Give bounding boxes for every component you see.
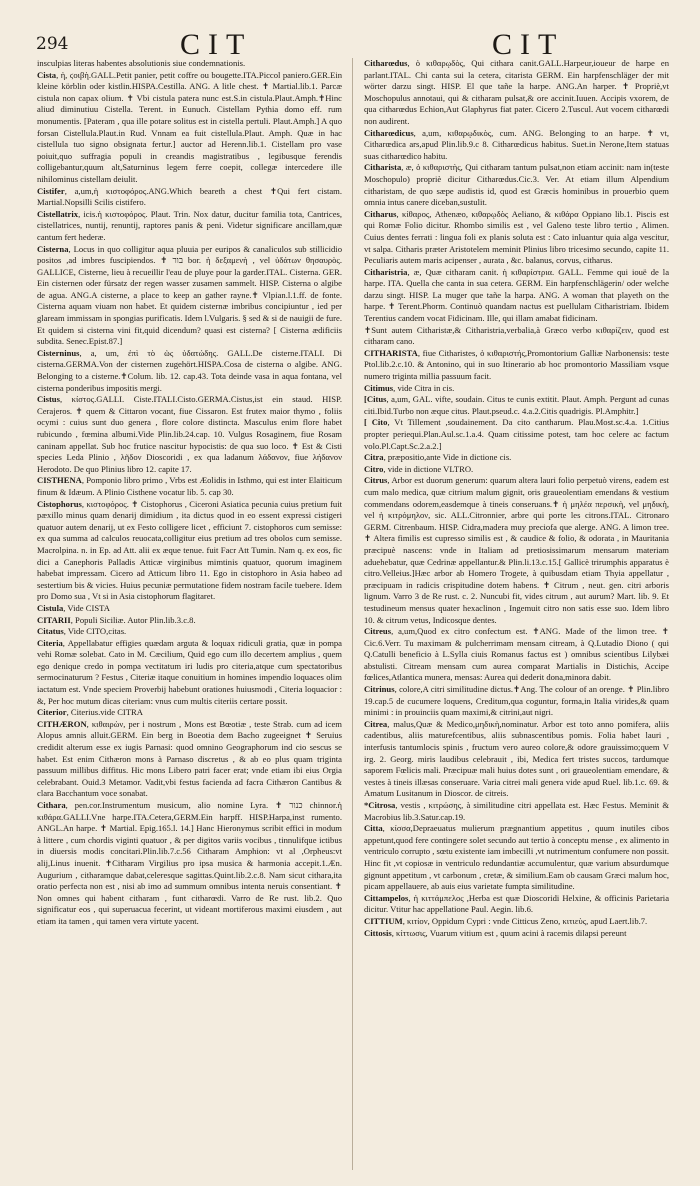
entry-headword: Cittampelos — [364, 892, 409, 903]
entry-text: Appellabatur effigies quædam arguta & loquax ridiculi gratia, quæ in pompa vehi Romæ solebat. Cato in M. Cæcilium, Quid ego cum illo decertem amplius , quem ego denique credo in pompa vectitatum iri ludis pro citeria,atque cum spectatoribus sermocinaturum ? Festus , Citeriæ itaque conuitium in homines impendio loquaces olim iactatum est. Vnde speciem Proverbij habebunt orationes huiusmodi , Citeria loquacior : &, Per hoc mutum dicas citeriam: vnus cum multis citeriis certare possit. — [37, 637, 342, 706]
entry-headword: Cistophorus — [37, 498, 82, 509]
dictionary-entry: CITTIUM, κιτίον, Oppidum Cypri : vnde Citticus Zeno, κιτιεὺς, apud Laert.lib.7. — [364, 915, 648, 926]
dictionary-entry: Citharista, æ, ὁ κιθαριστὴς, Qui citharam tantum pulsat,non etiam accinit: nam in(teste Moschopulo) propriè dicitur Citharœdus.Cic.3. Ver. At etiam illum Alpendium citharistam, de quo sæpe audistis id, quod est Græcis hominibus in prouerbio quem omnia intus canere diceban,sustulit. — [364, 162, 669, 208]
entry-headword: Citharus — [364, 208, 397, 219]
dictionary-entry: Citharistria, æ, Quæ citharam canit. ἡ κιθαρίστρια. GALL. Femme qui iouë de la harpe. ITA. Quella che canta in sua cetera. GERM. Ein harpfenschlägerin/ oder welche darzu singt. HISP. La muger que tañe la harpa. ANG. A woman that playeth on the harpe. ✝ Terent.Phorm. Continuò quandam nactus est puellulam Citharistriam. Ibidem Terentius candem vocat Fidicinam. Ille, qui illam amabat fidicinam. — [364, 266, 669, 324]
dictionary-entry: Citreus, a,um,Quod ex citro confectum est. ✝ANG. Made of the limon tree. ✝ Cic.6.Verr. Tu maximam & pulcherrimam mensam citream, à Q.Lutadio Diono ( qui Q.Catulli beneficio à L.Sylla ciuis Romanus factus est ) omnibus scientibus Lilybæi abstulisti. Citream mensam cum aurea comparat Martialis in Distichis, Accipe fœlices,Atlantica munera, mensas: Aurea qui dederit dona,minora dabit. — [364, 626, 669, 683]
dictionary-entry: Citharus, κίθαρος, Athenæo, κιθαρῳδὸς Aeliano, & κιθάρα Oppiano lib.1. Piscis est qui Romæ Folio dicitur. Rhombo similis est , vel Galeno teste libro tertio , Alimen. Cuius dentes ferrati : lingua foli ex planis soluta est : Cato inluantur quia alga vescitur, vt salpa. Citharis præter Aristotelem meminit Plinius libro tricesimo secundo, capite 11. Peculiaris autem maris acipenser , aurata , &c. balanus, corvus, citharus. — [364, 208, 669, 266]
dictionary-entry: Citerior, Citerius.vide CITRA — [37, 707, 143, 718]
dictionary-entry: Cistula, Vide CISTA — [37, 602, 110, 613]
entry-headword: CITHARISTA — [364, 347, 418, 358]
page-header — [0, 14, 700, 61]
dictionary-entry: CISTHENA, Pomponio libro primo , Vrbs est Æolidis in Isthmo, qui est inter Elaiticum finum & Idæum. A Plinio Cisthene vocatur lib. 5. cap 30. — [37, 475, 342, 497]
entry-headword: CITTIUM — [364, 915, 403, 926]
entry-headword: Cisterna — [37, 243, 69, 254]
dictionary-entry: *Citrosa, vestis , κιτρώσης, à similitudine citri appellata est. Hæc Festus. Meminit & Macrobius lib.3.Satur.cap.19. — [364, 800, 669, 822]
running-head-right: CIT — [492, 28, 565, 61]
entry-text: κιστοφόρος. ✝ Cistophorus , Ciceroni Asiatica pecunia cuius pretium fuit pæxillo minus quam denarij dimidium , ita dictus quod in eo essent expressi cistigeri quatuor autem denarij, ut ex Festo colligere licet , efficiunt 7. cistophoros cum semisse: ex qua summa ad calculos reuocata,colligitur eius pretium ad tres obolos cum semisse. Macrolpina. n. in Ep. ad Att. alii ex æque tenue. fuit Facr Att Tumin. Nam q. ex eos, fic dici a Canephoris Palladis Atticæ virginibus mimtinis quatuor, quorum imaginem habebat impressam. Cicero ad Atticum libro 11. Ego in cistophoro in Asia habeo ad sestertium bis & vicies. Huius pecuniæ permutatione fidem nostram facile tuebere. Idem pro Domo sua , Vt si in Asia cistophorum flagitaret. — [37, 498, 342, 602]
entry-headword: Citerior — [37, 707, 67, 718]
dictionary-entry: CITHÆRON, κιθαιρὼν, per i nostrum , Mons est Bœotiæ , teste Strab. cum ad icem Alopus amnis alluit.GERM. Ein berg in Boeotia dem Bacho zugeeignet ✝ Seruius credidit alterum esse ex iugis Parnasi: quod omnino Geographorum ind cio sescus se habet. Est enim Cithæron mons à Parnaso discretus , & ab eo plus quam triginta passuum millibus diffitus. Hic mons Libero patri facer erat; vnde etiam ibi eius Orgia celebrabant. Ouid.3 Metamor. Vadit,vbi festus facienda ad facra Cithæron Cantibus & clara Bacchantum voce sonabat. — [37, 718, 342, 799]
page-number: 294 — [36, 34, 69, 54]
entry-headword: Cistula — [37, 602, 64, 613]
dictionary-entry: Cithara, pen.cor.Instrumentum musicum, alio nomine Lyra. ✝ כנור chinnor.ἡ κιθάρα.GALLI.Vne harpe.ITA.Cetera,GERM.Ein harpff. HISP.Harpa,inst rumento. ANGL.An harpe. ✝ Martial. Epig.165.l. 14.] Hanc Hieronymus scribit effici in modum à littere , cum chordis viginti quatuor , & per digitos variis vocibus , tinnulifque ictibus in diuersis modis concitari.Plin.lib.7.c.56 Citharam Amphion: vt al ,Orpheus:vt alij,Linus inuenit. ✝Citharam Virgilius pro ipsa musica & harmonia accepit.1.Æn. Augurium , citharamque dabat,celeresque sagittas.Quint.lib.2.c.8. Nam sicut cithara,ita oratio perfecta non est , nisi ab imo ad summum omnibus intenta neruis consentiant. ✝ Non omnes qui habent citharam , funt citharœdi. Varro de Re rust. lib.2. Quo significatur eos , qui superuacua fecerint, ut videant mortiferous maximi eiusdem , aut etiam ita tamen , qui tamen vera virtute yacent. — [37, 800, 342, 926]
entry-text: ✝Sunt autem Citharistæ,& Citharistria,verbalia,à Græco verbo κιθαρίζειν, quod est citharam cano. — [364, 324, 669, 347]
dictionary-entry: Citrus, Arbor est duorum generum: quarum altera lauri folio perpetuò virens, eadem est cum malo medica, quæ citrium malum gignit, oris graueolentiam emendans & vestium commendans odorem,easdemque à tineis conseruans.✝ ἡ μηλέα περσικὴ, vel μηδικὴ, vel ἡ κιτρόμηλον, sic. ALL.Citronnier, arbre qui porte les citrons.ITAL. Citronaro GERM. Citrenbaum. HISP. Cidra,madera muy preciofa que alerge. ANG. A limon tree. ✝ Altera fimilis est cupresso similis est , & caudice & folio, & odorata , in Mauritania præcipuè nascens: vnde in Italiam ad pretiosissimarum mensarum materiam aduehebatur, quæ Cedrinæ appellantur.& Plin.li.13.c.15.[ Gallicè trirumphis apparatus è citro.Velleius.]Hæc arbor ab Homero Trogete, à quibusdam etiam Thyia appellatur , præcipuam in radicis crispitudine dotem habens. ✝ Citrum , neut. gen. citri arboris lignum. Varro 3 de Re rust. c. 2. Nuncubi fit, vides citrum , aut aurum? Mart. lib. 9. Et testudineum mensus quater hexaclinon , Ingemuit citro non satis esse suo. Idem libro 10. & citrum vetus, Indicosque dentes. — [364, 475, 669, 625]
dictionary-entry: Cistophorus, κιστοφόρος. ✝ Cistophorus , Ciceroni Asiatica pecunia cuius pretium fuit pæxillo minus quam denarij dimidium , ita dictus quod in eo essent expressi cistigeri quatuor autem denarij, ut ex Festo colligere licet , efficiunt 7. cistophoros cum semisse: ex qua summa ad calculos reuocata,colligitur eius pretium ad tres obolos cum semisse. Macrolpina. n. in Ep. ad Att. alii ex æque tenue. fuit Facr Att Tumin. Nam q. ex eos, fic dici a Canephoris Palladis Atticæ virginibus mimtinis quatuor, quorum imaginem habebat impressam. Cicero ad Atticum libro 11. Ego in cistophoro in Asia habeo ad sestertium bis & vicies. Huius pecuniæ permutatione fidem nostram facile tuebere. Idem pro Domo sua , Vt si in Asia cistophorum flagitaret. — [37, 498, 342, 602]
entry-headword: Cithara — [37, 800, 66, 810]
entry-headword: Citimus — [364, 382, 394, 393]
dictionary-entry: Cittosis, κίττωσις, Vuarum vitium est , quum acini à racemis dilapsi pereunt — [364, 927, 627, 938]
dictionary-entry: Cisterna, Locus in quo colligitur aqua pluuia per euripos & canaliculos sub stillicidio positos ,ad imbres fuscipiendos. ✝ בור bor. ἡ δεξαμενὴ , vel ὑδάτων θησαυρὸς. GALLICE, Cisterne, lieu à recueillir l'eau de pluye pour la garder.ITAL. Cisterna. GER. Ein cisternen oder fürsatz der regen wasser zusamen sammelt. HISP. Cisterna o algibe de agua. ANG.A cisterne, a place to keep an gather rayne.✝ Vlpian.l.1.ff. de fonte. Cisterna aquam viuam non habet. Et quidem cisternæ imbribus concipiuntur , ied per glaream immissam in spongias purificatis. Idem l.Vulgaris. § sed & si de nauigii de fure. Et quidem si cisterna vini fit,quid dicendum? quasi est cisterna? [ Cisterna ædificiis subdita. Senec.Epist.87.] — [37, 243, 342, 347]
dictionary-entry: Citrea, malus,Quæ & Medico,μηδικὴ,nominatur. Arbor est toto anno pomifera, aliis cadentibus, aliis maturefcentibus, aliis subnascentibus pomis. Folia habet lauri , interfusis tantumlocis spinis , fructum vero aureo colore,& odore grauissimo;quem V irg. 2. Georg. miris laudibus celebrauit , ibi, Medica fert tristes succos, tardumque saporem Fœlicis mali. Præcipuæ mali huius dotes sunt , ori graueolentiam emendare, & vestes à tineis illæsas conseruare. Varia citrei mali genera vide apud Ruel. lib.1.c. 69. & Amatum Lusitanum in Dioscor. de citreis. — [364, 718, 669, 799]
entry-headword: Citrea — [364, 718, 388, 729]
entry-text: æ, Quæ citharam canit. ἡ κιθαρίστρια. GALL. Femme qui iouë de la harpe. ITA. Quella che canta in sua cetera. GERM. Ein harpfenschlägerin/ oder welche darzu singt. HISP. La muger que tañe la harpa. ANG. A woman that playeth on the harpe. ✝ Terent.Phorm. Continuò quandam nactus est puellulam Citharistriam. Ibidem Terentius candem vocat Fidicinam. Ille, qui illam amabat fidicinam. — [364, 266, 669, 324]
dictionary-entry: Citharœdus, ὁ κιθαρῳδὸς, Qui cithara canit.GALL.Harpeur,ioueur de harpe en parlant.ITAL. Chi canta sui la cetera, citarista GERM. Ein harpfenschläger der mit wörter darzu singt. HISP. El que tañe la harpe. ANG.An harper. ✝ Propriè,vt Moschopulus annotaui, qui & citharam pulsat,& ore accinit.Iuuen. Accipis vxorem, de qua citharœdus Echion,Aut Glaphyrus fiat pater. Cicero 2.Tuscul. Aut vocem citharœdi non audirent. — [364, 58, 669, 126]
dictionary-entry: Citeria, Appellabatur effigies quædam arguta & loquax ridiculi gratia, quæ in pompa vehi Romæ solebat. Cato in M. Cæcilium, Quid ego cum illo decertem amplius , quem ego denique credo in pompa vectitatum iri ludis pro citeria,atque cum spectatoribus sermocinaturum ? Festus , Citeriæ itaque conuitium in homines impendio loquaces olim iactatum est. Vnde speciem Proverbij habebunt orationes huiusmodi , Citeria loquacior : &, Per hoc mutum dicas citeriam: vnus cum multis citeriis certare possit. — [37, 637, 342, 706]
entry-text: præpositio,ante Vide in dictione cis. — [387, 452, 512, 463]
entry-headword: [Citus — [364, 394, 387, 405]
right-column — [364, 58, 669, 1180]
entry-text: κίττωσις, Vuarum vitium est , quum acini à racemis dilapsi pereunt — [396, 927, 627, 938]
dictionary-entry — [37, 58, 342, 70]
entry-text: colore,A citri similitudine dictus.✝Ang. The colour of an orenge. ✝ Plin.libro 19.cap.5 de cucumere loquens, Creditum,qua coguntur, forma,in Italia virides,& quam minimi : in prouinciis quam maximi,& citrini,aut nigri. — [364, 684, 669, 718]
dictionary-entry: Cistellatrix, icis.ἡ κιστοφόρος. Plaut. Trin. Nox datur, ducitur familia tota, Cantrices, cistellatrices, nuntij, renuntij, raptores panis & peni. Videtur significare ancillam,quæ cantum fert hederæ. — [37, 208, 342, 242]
entry-text: æ, ὁ κιθαριστὴς, Qui citharam tantum pulsat,non etiam accinit: nam in(teste Moschopulo) propriè dicitur Citharœdus.Cic.3. Ver. At etiam illum Alpendium citharistam, de quo sæpe audistis id, quod est Græcis hominibus in prouerbio quem omnia intus canere diceban,sustulit. — [364, 162, 669, 208]
dictionary-entry: Citrinus, colore,A citri similitudine dictus.✝Ang. The colour of an orenge. ✝ Plin.libro 19.cap.5 de cucumere loquens, Creditum,qua coguntur, forma,in Italia virides,& quam minimi : in prouinciis quam maximi,& citrini,aut nigri. — [364, 684, 669, 718]
entry-text: κίσσα,Depraeuatus mulierum prægnantium appetitus , quum inutiles cibos appetunt,quod fere contingere solet secundo aut tertio à conceptu mense , ex alimento in ventriculo corrupto , sœtu existente iam imbecilli ,vt nutrimentum confumere non possit. Hinc fit ,vt copiosæ in ventriculo redundantiæ accumulentur, quæ varium absurdumque gignunt appetitum , vt carbonum , cretæ, & similium.Eam ob causam Græci malum hoc, picam appellauere, ab auis eius varietate fumpta similitudine. — [364, 823, 669, 892]
entry-headword: Cittosis — [364, 927, 392, 938]
entry-headword: Citharœdus — [364, 58, 408, 68]
entry-text: vide in dictione VLTRO. — [387, 463, 474, 474]
dictionary-entry — [364, 325, 669, 348]
entry-text: κιθαιρὼν, per i nostrum , Mons est Bœotiæ , teste Strab. cum ad icem Alopus amnis alluit.GERM. Ein berg in Boeotia dem Bacho zugeeignet ✝ Seruius credidit alterum esse ex iugis Parnasi: quod omnino Geographorum ind cio sescus se habet. Est enim Cithæron mons à Parnaso discretus , & ab eo plus quam triginta passuum millibus diffitus. Hic mons Libero patri facer erat; vnde etiam ibi eius Orgia celebrabant. Ouid.3 Metamor. Vadit,vbi festus facienda ad facra Cithæron Cantibus & clara Bacchantum voce sonabat. — [37, 718, 342, 799]
entry-headword: Citeria — [37, 637, 63, 648]
dictionary-entry: [ Cito, Vt Tillement ,soudainement. Da cito cantharum. Plau.Most.sc.4.a. 1.Citius propter periequi.Plan.Aul.sc.1.a.4. Quam citissime potest, tam hoc celere ac factum volo.Pl.Capt.Sc.2.a.2.] — [364, 417, 669, 451]
dictionary-entry: Citro, vide in dictione VLTRO. — [364, 463, 474, 474]
entry-text: vide Citra in cis. — [397, 382, 455, 393]
entry-headword: *Citrosa — [364, 800, 396, 810]
entry-text: Vide CITO,citas. — [67, 626, 127, 637]
entry-text: a,um, κιθαρῳδικὸς, cum. ANG. Belonging to an harpe. ✝ vt, Citharœdica ars,apud Plin.lib.9.c 8. Citharœdicus habitus. Suet.in Nerone,Item statuas suas citharœdico habitu. — [364, 127, 669, 161]
entry-text: a,um,ἡ κιστοφόρος.ANG.Which beareth a chest ✝Qui fert cistam. Martial.Nopsilli Scilis cistifero. — [37, 185, 342, 208]
entry-text: a,um,Quod ex citro confectum est. ✝ANG. Made of the limon tree. ✝ Cic.6.Verr. Tu maximam & pulcherrimam mensam citream, à Q.Lutadio Diono ( qui Q.Catulli beneficio à L.Sylla ciuis Romanus factus est ) omnibus scientibus Lilybæi abstulisti. Citream mensam cum aurea comparat Martialis in Distichis, Accipe fœlices,Atlantica munera, mensas: Aurea qui dederit dona,minora dabit. — [364, 626, 669, 683]
entry-headword: CITARII — [37, 614, 71, 625]
entry-headword: Cisterninus — [37, 347, 80, 358]
entry-text: Locus in quo colligitur aqua pluuia per euripos & canaliculos sub stillicidio positos ,ad imbres fuscipiendos. ✝ בור bor. ἡ δεξαμενὴ , vel ὑδάτων θησαυρὸς. GALLICE, Cisterne, lieu à recueillir l'eau de pluye pour la garder.ITAL. Cisterna. GER. Ein cisternen oder fürsatz der regen wasser zusamen sammelt. HISP. Cisterna o algibe de agua. ANG.A cisterne, a place to keep an gather rayne.✝ Vlpian.l.1.ff. de fonte. Cisterna aquam viuam non habet. Et quidem cisternæ imbribus concipiuntur , ied per glaream immissam in spongias purificatis. Idem l.Vulgaris. § sed & si de nauigii de fure. Et quidem si cisterna vini fit,quid dicendum? quasi est cisterna? [ Cisterna ædificiis subdita. Senec.Epist.87.] — [37, 243, 342, 347]
dictionary-entry: Cistifer, a,um,ἡ κιστοφόρος.ANG.Which beareth a chest ✝Qui fert cistam. Martial.Nopsilli Scilis cistifero. — [37, 185, 342, 208]
entry-text: insculpias literas habentes absolutionis siue condemnationis. — [37, 58, 246, 68]
entry-headword: Cistellatrix — [37, 208, 79, 219]
entry-headword: Citharistria — [364, 266, 408, 277]
entry-text: vestis , κιτρώσης, à similitudine citri appellata est. Hæc Festus. Meminit & Macrobius lib.3.Satur.cap.19. — [364, 800, 669, 822]
dictionary-entry: [Citus, a,um, GAL. vifte, soudain. Citus te cunis extitit. Plaut. Amph. Pergunt ad cunas citi.Ibid.Turbo non æque citus. Plaut.pseud.c. 4.a.2.Citis quadrigis. Pl.Amphitr.] — [364, 394, 669, 416]
entry-headword: Cista — [37, 69, 57, 80]
entry-text: Citerius.vide CITRA — [70, 707, 143, 718]
dictionary-entry: Cista, ἡ, ϛοιβὴ.GALL.Petit panier, petit coffre ou bougette.ITA.Piccol paniero.GER.Ein kleine körblin oder kistlin.HISPA.Cestilla. ANG. A litle chest. ✝ Martial.lib.1. Parcæ cistula non capax olium. ✝ Vbi cistula patera nunc est.S.in cistula.Plaut.Amph.✝Hinc aliud diminutiuu Cistella. Terent. in Eunuch. Cistellam Pythia domo eff. rum monumentis. [Pateram , qua ille potare solitus est in cistella pertuli. Plaut.Amph.] A quo forsan Cistellula.Plaut.in Rud. Vnnam ea fuit cistellula.Plaut. Amph. Quæ in hac cistellula tuo signo obsignata fertur.] auctor ad Herenn.lib.1. Cistellam pro vase poiuit,quo suffragia populi in creandis magistratibus , legibusque ferendis colligebantur,quum alt,Saturninus legem ferre coepit, collegæ intercedere ille nihilominus cistellam deiulit. — [37, 69, 342, 184]
entry-headword: CITHÆRON — [37, 718, 87, 729]
dictionary-entry: Cisterninus, a, um, ἐπὶ τὸ ὡς ὑδατώδης. GALL.De cisterne.ITALI. Di cisterna.GERMA.Von der cisternen zugehört.HISPA.Cosa de cisterna o algibe. ANG. Belonging to a cisterne.✝Colum. lib. 12. cap.43. Tota deinde vasa in aqua fontana, vel cisterna ponderibus impositis mergi. — [37, 347, 342, 393]
entry-headword: Citta — [364, 823, 383, 834]
entry-headword: [ Cito — [364, 417, 388, 428]
entry-text: Populi Siciliæ. Autor Plin.lib.3.c.8. — [75, 614, 196, 625]
entry-text: icis.ἡ κιστοφόρος. Plaut. Trin. Nox datur, ducitur familia tota, Cantrices, cistellatrices, nuntij, renuntij, raptores panis & peni. Videtur significare ancillam,quæ cantum fert hederæ. — [37, 208, 342, 242]
entry-headword: Citharœdicus — [364, 127, 414, 138]
entry-text: pen.cor.Instrumentum musicum, alio nomine Lyra. ✝ כנור chinnor.ἡ κιθάρα.GALLI.Vne harpe.ITA.Cetera,GERM.Ein harpff. HISP.Harpa,inst rumento. ANGL.An harpe. ✝ Martial. Epig.165.l. 14.] Hanc Hieronymus scribit effici in modum à littere , cum chordis viginti quatuor , & per digitos variis vocibus , tinnulifque ictibus in diuersis modis concitari.Plin.lib.7.c.56 Citharam Amphion: vt al ,Orpheus:vt alij,Linus inuenit. ✝Citharam Virgilius pro ipsa musica & harmonia accepit.1.Æn. Augurium , citharamque dabat,celeresque sagittas.Quint.lib.2.c.8. Nam sicut cithara,ita oratio perfecta non est , nisi ab imo ad summum omnibus intenta neruis consentiant. ✝ Non omnes qui habent citharam , funt citharœdi. Varro de Re rust. lib.2. Quo significatur eos , qui superuacua fecerint, ut videant mortiferous maximi eiusdem , aut etiam ita tamen , qui tamen vera virtute yacent. — [37, 800, 342, 926]
entry-text: Vide CISTA — [67, 602, 110, 613]
entry-text: κίθαρος, Athenæo, κιθαρῳδὸς Aeliano, & κιθάρα Oppiano lib.1. Piscis est qui Romæ Folio dicitur. Rhombo similis est , vel Galeno teste libro tertio , Alimen. Cuius dentes ferrati : lingua foli ex planis soluta est : Cato inluantur quia alga vescitur, vt salpa. Citharis præter Aristotelem meminit Plinius libro tricesimo secundo, capite 11. Peculiaris autem maris acipenser , aurata , &c. balanus, corvus, citharus. — [364, 208, 669, 266]
entry-text: κίστος.GALLI. Ciste.ITALI.Cisto.GERMA.Cistus,ist ein staud. HISP. Cerajeros. ✝ quem & Cittaron vocant, fiue Cissaron. Est frutex maior thymo , foliis ocymi : cuius sunt duo genera , flore colore distincta. Masculus enim flore habet rubicundo , fœmina albumi.Vide Plin.lib.24.cap. 10. Vulgus Rosaginem, fiue Rosam caninam appellat. Sub hoc frutice nascitur hypocistis: de qua suo loco. ✝ Est & Cisti species Leda Plinio , λῆδον Dioscoridi , ex qua ladanum λάδανον, fiue λήδανον Herodoto. De quo Plinius libro 12. capite 17. — [37, 394, 342, 474]
dictionary-entry: Citra, præpositio,ante Vide in dictione cis. — [364, 452, 512, 463]
entry-text: ὁ κιθαρῳδὸς, Qui cithara canit.GALL.Harpeur,ioueur de harpe en parlant.ITAL. Chi canta sui la cetera, citarista GERM. Ein harpfenschläger der mit wörter darzu singt. HISP. El que tañe la harpe. ANG.An harper. ✝ Propriè,vt Moschopulus annotaui, qui & citharam pulsat,& ore accinit.Iuuen. Accipis vxorem, de qua citharœdus Echion,Aut Glaphyrus fiat pater. Cicero 2.Tuscul. Aut vocem citharœdi non audirent. — [364, 58, 669, 126]
entry-text: a,um, GAL. vifte, soudain. Citus te cunis extitit. Plaut. Amph. Pergunt ad cunas citi.Ibid.Turbo non æque citus. Plaut.pseud.c. 4.a.2.Citis quadrigis. Pl.Amphitr.] — [364, 394, 669, 416]
dictionary-entry: Cittampelos, ἡ κιττάμπελος ,Herba est quæ Dioscoridi Helxine, & officinis Parietaria dicitur. Vtitur hac appellatione Paul. Aegin. lib.6. — [364, 892, 669, 915]
dictionary-entry: Citatus, Vide CITO,citas. — [37, 626, 127, 637]
left-column — [37, 58, 342, 1180]
entry-headword: Citra — [364, 452, 384, 463]
entry-headword: Citrinus — [364, 684, 395, 695]
entry-text: Arbor est duorum generum: quarum altera lauri folio perpetuò virens, eadem est cum malo medica, quæ citrium malum gignit, oris graueolentiam emendans & vestium commendans odorem,easdemque à tineis conseruans.✝ ἡ μηλέα περσικὴ, vel μηδικὴ, vel ἡ κιτρόμηλον, sic. ALL.Citronnier, arbre qui porte les citrons.ITAL. Citronaro GERM. Citrenbaum. HISP. Cidra,madera muy preciofa que alerge. ANG. A limon tree. ✝ Altera fimilis est cupresso similis est , & caudice & folio, & odorata , in Mauritania præcipuè nascens: vnde in Italiam ad pretiosissimarum mensarum materiam aduehebatur, quæ Cedrinæ appellantur.& Plin.li.13.c.15.[ Gallicè trirumphis apparatus è citro.Velleius.]Hæc arbor ab Homero Trogete, à quibusdam etiam Thyia appellatur , præcipuam in radicis crispitudine dotem habens. ✝ Citrum , neut. gen. citri arboris lignum. Varro 3 de Re rust. c. 2. Nuncubi fit, vides citrum , aut aurum? Mart. lib. 9. Et testudineum mensus quater hexaclinon , Ingemuit citro non satis esse suo. Idem libro 10. & citrum vetus, Indicosque dentes. — [364, 475, 669, 625]
dictionary-entry: Citimus, vide Citra in cis. — [364, 382, 455, 393]
entry-headword: Citatus — [37, 626, 64, 637]
entry-text: Vt Tillement ,soudainement. Da cito cantharum. Plau.Most.sc.4.a. 1.Citius propter periequi.Plan.Aul.sc.1.a.4. Quam citissime potest, tam hoc celere ac factum volo.Pl.Capt.Sc.2.a.2.] — [364, 417, 669, 451]
entry-headword: Citrus — [364, 475, 388, 486]
entry-headword: Cistifer — [37, 185, 65, 196]
entry-headword: Citharista — [364, 162, 402, 173]
entry-text: malus,Quæ & Medico,μηδικὴ,nominatur. Arbor est toto anno pomifera, aliis cadentibus, aliis maturefcentibus, aliis subnascentibus pomis. Folia habet lauri , interfusis tantumlocis spinis , fructum vero aureo colore,& odore grauissimo;quem V irg. 2. Georg. miris laudibus celebrauit , ibi, Medica fert tristes succos, tardumque saporem Fœlicis mali. Præcipuæ mali huius dotes sunt , ori graueolentiam emendare, & vestes à tineis illæsas conseruare. Varia citrei mali genera vide apud Ruel. lib.1.c. 69. & Amatum Lusitanum in Dioscor. de citreis. — [364, 718, 669, 799]
entry-headword: Cistus — [37, 394, 60, 405]
entry-headword: CISTHENA — [37, 475, 82, 486]
dictionary-entry: CITHARISTA, fiue Citharistes, ὁ κιθαριστής,Promontorium Galliæ Narbonensis: teste Ptol.lib.2.c.10. & Antonino, qui in suo Itinerario ab hoc promontorio Massiliam vsque numero triginta millia passuum facit. — [364, 347, 669, 382]
entry-text: Pomponio libro primo , Vrbs est Æolidis in Isthmo, qui est inter Elaiticum finum & Idæum. A Plinio Cisthene vocatur lib. 5. cap 30. — [37, 475, 342, 497]
dictionary-entry: Citta, κίσσα,Depraeuatus mulierum prægnantium appetitus , quum inutiles cibos appetunt,quod fere contingere solet secundo aut tertio à conceptu mense , ex alimento in ventriculo corrupto , sœtu existente iam imbecilli ,vt nutrimentum confumere non possit. Hinc fit ,vt copiosæ in ventriculo redundantiæ accumulentur, quæ varium absurdumque gignunt appetitum , vt carbonum , cretæ, & similium.Eam ob causam Græci malum hoc, picam appellauere, ab auis eius varietate fumpta similitudine. — [364, 823, 669, 892]
entry-text: fiue Citharistes, ὁ κιθαριστής,Promontorium Galliæ Narbonensis: teste Ptol.lib.2.c.10. & Antonino, qui in suo Itinerario ab hoc promontorio Massiliam vsque numero triginta millia passuum facit. — [364, 347, 669, 382]
dictionary-entry: CITARII, Populi Siciliæ. Autor Plin.lib.3.c.8. — [37, 614, 196, 625]
entry-headword: Citreus — [364, 626, 392, 637]
entry-text: κιτίον, Oppidum Cypri : vnde Citticus Zeno, κιτιεὺς, apud Laert.lib.7. — [406, 915, 648, 926]
running-head-left: CIT — [180, 28, 253, 61]
entry-text: ἡ, ϛοιβὴ.GALL.Petit panier, petit coffre ou bougette.ITA.Piccol paniero.GER.Ein kleine körblin oder kistlin.HISPA.Cestilla. ANG. A litle chest. ✝ Martial.lib.1. Parcæ cistula non capax olium. ✝ Vbi cistula patera nunc est.S.in cistula.Plaut.Amph.✝Hinc aliud diminutiuu Cistella. Terent. in Eunuch. Cistellam Pythia domo eff. rum monumentis. [Pateram , qua ille potare solitus est in cistella pertuli. Plaut.Amph.] A quo forsan Cistellula.Plaut.in Rud. Vnnam ea fuit cistellula.Plaut. Amph. Quæ in hac cistellula tuo signo obsignata fertur.] auctor ad Herenn.lib.1. Cistellam pro vase poiuit,quo suffragia populi in creandis magistratibus , legibusque ferendis colligebantur,quum alt,Saturninus legem ferre coepit, collegæ intercedere ille nihilominus cistellam deiulit. — [37, 69, 342, 184]
entry-text: a, um, ἐπὶ τὸ ὡς ὑδατώδης. GALL.De cisterne.ITALI. Di cisterna.GERMA.Von der cisternen zugehört.HISPA.Cosa de cisterna o algibe. ANG. Belonging to a cisterne.✝Colum. lib. 12. cap.43. Tota deinde vasa in aqua fontana, vel cisterna ponderibus impositis mergi. — [37, 347, 342, 393]
dictionary-entry: Cistus, κίστος.GALLI. Ciste.ITALI.Cisto.GERMA.Cistus,ist ein staud. HISP. Cerajeros. ✝ quem & Cittaron vocant, fiue Cissaron. Est frutex maior thymo , foliis ocymi : cuius sunt duo genera , flore colore distincta. Masculus enim flore habet rubicundo , fœmina albumi.Vide Plin.lib.24.cap. 10. Vulgus Rosaginem, fiue Rosam caninam appellat. Sub hoc frutice nascitur hypocistis: de qua suo loco. ✝ Est & Cisti species Leda Plinio , λῆδον Dioscoridi , ex qua ladanum λάδανον, fiue λήδανον Herodoto. De quo Plinius libro 12. capite 17. — [37, 394, 342, 474]
entry-headword: Citro — [364, 463, 384, 474]
dictionary-entry: Citharœdicus, a,um, κιθαρῳδικὸς, cum. ANG. Belonging to an harpe. ✝ vt, Citharœdica ars,apud Plin.lib.9.c 8. Citharœdicus habitus. Suet.in Nerone,Item statuas suas citharœdico habitu. — [364, 127, 669, 161]
column-divider — [352, 58, 353, 1170]
entry-text: ἡ κιττάμπελος ,Herba est quæ Dioscoridi Helxine, & officinis Parietaria dicitur. Vtitur hac appellatione Paul. Aegin. lib.6. — [364, 892, 669, 915]
